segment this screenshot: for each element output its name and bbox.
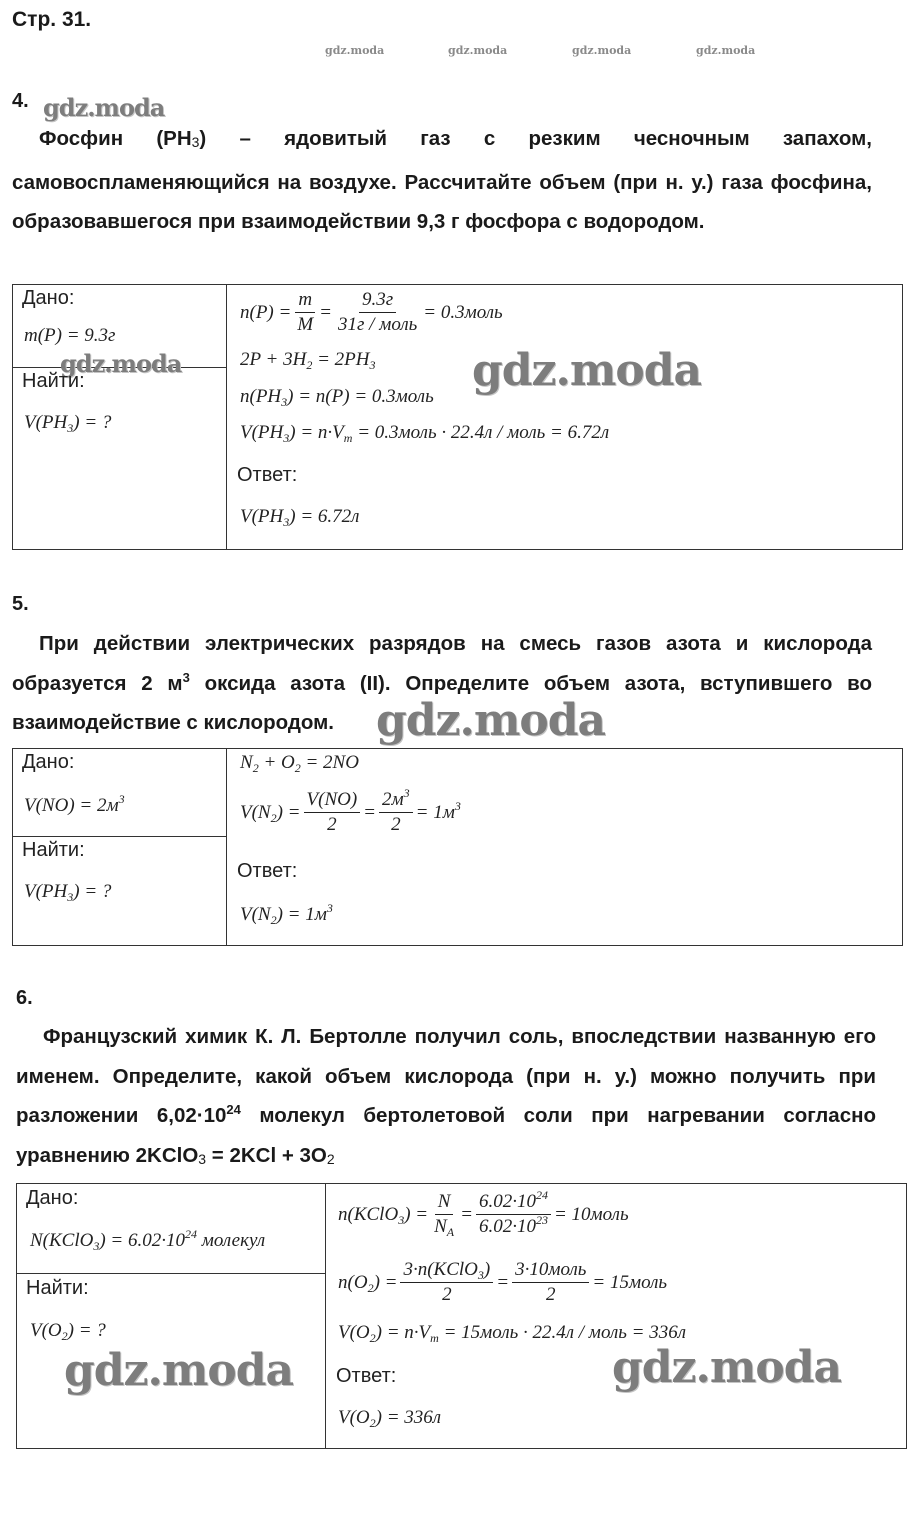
find-label: Найти: <box>22 839 85 861</box>
task-statement: Фосфин (PH3) – ядовитый газ с резким чесночным запахом, самовоспламеняющийся на воздухе. Рассчитайте объем (при н. у.) газа фосфина, образовавшегося при взаимодействии 9,3 г фосфора с водородом. <box>12 127 872 233</box>
find-label: Найти: <box>26 1277 89 1299</box>
solution-line: n(P) = $\frac{m}{M}$ = $\frac{9.3г}{\text{31г / моль}}$ = 0.3моль <box>240 289 503 335</box>
answer-value: $V(O_2) = 336л$ <box>338 1407 442 1430</box>
answer-label: Ответ: <box>237 464 298 486</box>
task-statement: Французский химик К. Л. Бертолле получил соль, впоследствии названную его именем. Определите, какой объем кислорода (при н. у.) можно получить при разложении $6,02\cdot 10^{24}$ молекул бертолетовой соли при нагревании согласно уравнению 2KClO3 = 2KCl + 3O2 <box>16 1025 876 1167</box>
solution-line: $n(PH_3) = n(P)$ = 0.3моль <box>240 386 434 409</box>
answer-label: Ответ: <box>336 1365 397 1387</box>
table-divider <box>12 836 226 837</box>
watermark: gdz.moda <box>472 345 702 396</box>
given-value: m(P) = 9.3г <box>24 325 116 346</box>
task-number: 6. <box>16 987 33 1009</box>
watermark: gdz.moda <box>612 1342 842 1393</box>
answer-value: $V(N_2) = 1м^3$ <box>240 901 333 927</box>
watermark: gdz.moda <box>376 695 606 746</box>
page-reference: Стр. 31. <box>12 8 92 31</box>
solution-line: $V(O_2) = n\cdot V_m$ = 15моль · 22.4л / моль = 336л <box>338 1322 687 1345</box>
given-label: Дано: <box>22 751 75 773</box>
table-divider <box>12 367 226 368</box>
solution-line: $N_2 + O_2 = 2NO$ <box>240 752 359 775</box>
find-value: $V(PH_3)$ = ? <box>24 881 112 904</box>
solution-line: $V(N_2)$ = $\frac{V(NO)}{2}$ = $\frac{2м^3}{2}$ = $1м^3$ <box>240 786 461 835</box>
watermark: gdz.moda <box>64 1345 294 1396</box>
table-divider <box>226 748 227 946</box>
header-watermark: gdz.moda <box>325 44 385 57</box>
header-watermark: gdz.moda <box>572 44 632 57</box>
solution-line: $V(PH_3) = n\cdot V_m$ = 0.3моль · 22.4л / моль = 6.72л <box>240 422 610 445</box>
task-statement: При действии электрических разрядов на смесь газов азота и кислорода образуется 2 $м^3$ оксида азота (II). Определите объем азота, вступившего во взаимодействие с кислородом. <box>12 632 873 734</box>
task-number: 5. <box>12 593 29 615</box>
solution-table <box>12 748 903 946</box>
task-number: 4. <box>12 90 29 112</box>
table-divider <box>16 1273 325 1274</box>
given-label: Дано: <box>26 1187 79 1209</box>
find-value: $V(O_2)$ = ? <box>30 1320 106 1343</box>
solution-line: n(KClO$_3$) = $\frac{N}{N_A}$ = $\frac{6.02\cdot 10^{24}}{6.02\cdot 10^{23}}$ = 10моль <box>338 1188 629 1239</box>
header-watermark: gdz.moda <box>448 44 508 57</box>
answer-label: Ответ: <box>237 860 298 882</box>
find-label: Найти: <box>22 370 85 392</box>
header-watermark: gdz.moda <box>696 44 756 57</box>
solution-line: $2P + 3H_2 = 2PH_3$ <box>240 349 376 372</box>
solution-line: $n(O_2)$ = $\frac{3\cdot n(KClO_3)}{2}$ = $\frac{\text{3·10моль}}{2}$ = 15моль <box>338 1259 668 1305</box>
watermark: gdz.moda <box>43 93 165 122</box>
watermark: gdz.moda <box>60 349 182 378</box>
table-divider <box>226 284 227 550</box>
table-divider <box>325 1183 326 1449</box>
given-value: $V(NO) = 2м^3$ <box>24 792 125 816</box>
given-value: N(KClO$_3$) = $6.02\cdot 10^{24}$ молекул <box>30 1227 266 1253</box>
answer-value: $V(PH_3) = 6.72л$ <box>240 506 360 529</box>
given-label: Дано: <box>22 287 75 309</box>
find-value: $V(PH_3)$ = ? <box>24 412 112 435</box>
